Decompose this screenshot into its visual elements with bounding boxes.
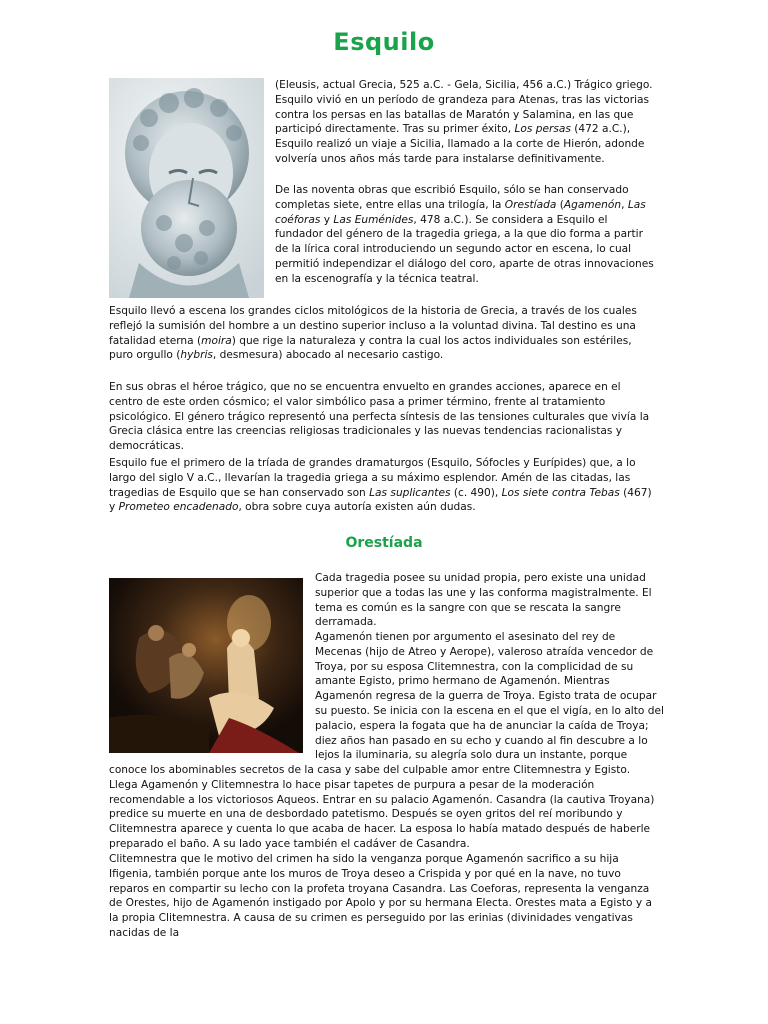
intro-paragraph: (Eleusis, actual Grecia, 525 a.C. - Gela, Sicilia, 456 a.C.) Trágico griego. Esquilo vivió en un período de grandeza para Atenas, tras las victorias contra los persas en las batallas de Maratón y Salamina, en las que participó directamente. Tras su primer éxito, Los persas (472 a.C.), Esquilo realizó un viaje a Sicilia, llamado a la corte de Hierón, adonde volvería unos años más tarde para instalarse definitivamente. bbox=[275, 79, 653, 165]
text-line: Agamenón tienen por argumento el asesinato del rey de bbox=[315, 631, 616, 643]
text-line: palacio, espera la fogata que ha de anunciar la caída de Troya; bbox=[315, 719, 649, 732]
orestiada-intro-paragraph: Cada tragedia posee su unidad propia, pero existe una unidad superior que a todas las une y las conforma magistralmente. El tema es común es la sangre con que se rescata la sangre derramada. bbox=[315, 572, 652, 629]
myth-cycles-paragraph: Esquilo llevó a escena los grandes ciclos mitológicos de la historia de Grecia, a través de los cuales reflejó la sumisión del hombre a un destino superior incluso a la voluntad divina. Tal destino es una fatalidad eterna (moira) que rige la naturaleza y contra la cual los actos individuales son estériles, puro orgullo (hybris, desmesura) abocado al necesario castigo. bbox=[109, 305, 637, 362]
text-line: lejos la iluminaria, su alegría solo dura un instante, porque bbox=[315, 749, 628, 762]
clytemnestra-paragraph: Clitemnestra que le motivo del crimen ha sido la venganza porque Agamenón sacrifico a su hija Ifigenia, también porque ante los muros de Troya deseo a Crispida y por qué en la nave, no tuvo reparos en compartir su lecho con la profeta troyana Casandra. Las Coeforas, representa la venganza de Orestes, hijo de Agamenón instigado por Apolo y por su hermana Electa. Orestes mata a Egisto y a la propia Clitemnestra. A causa de su crimen es perseguido por las erinias (divinidades vengativas nacidas de la bbox=[109, 853, 652, 939]
agamemnon-paragraph-continued: conoce los abominables secretos de la casa y sabe del culpable amor entre Clitemnestra y Egisto. Llega Agamenón y Clitemnestra lo hace pisar tapetes de purpura a pesar de la moderación recomendable a los victoriosos Aqueos. Entrar en su palacio Agamenón. Casandra (la cautiva Troyana) predice su muerte en una de desbordado patetismo. Después se oyen gritos del reí moribundo y Clitemnestra aparece y cuenta lo que acaba de hacer. La esposa lo había matado después de haberle preparado el baño. A su lado yace también el cadáver de Casandra. bbox=[109, 764, 655, 850]
aeschylus-bust-image bbox=[109, 78, 264, 298]
text-line: Agamenón regresa de la guerra de Troya. Egisto trata de ocupar bbox=[315, 690, 657, 703]
orestes-painting-image bbox=[109, 578, 303, 753]
text-line: Mecenas (hijo de Atreo y Aerope), valeroso atraída vencedor de bbox=[315, 645, 654, 658]
works-paragraph: De las noventa obras que escribió Esquilo, sólo se han conservado completas siete, entre ellas una trilogía, la Orestíada (Agamenón, Las coéforas y Las Euménides, 478 a.C.). Se considera a Esquilo el fundador del género de la tragedia griega, a la que dio forma a partir de la lírica coral introduciendo un segundo actor en escena, lo cual permitió independizar el diálogo del coro, aparte de otras innovaciones en la escenografía y la técnica teatral. bbox=[275, 184, 654, 285]
text-line: su puesto. Se inicia con la escena en el que el vigía, en lo alto del bbox=[315, 704, 664, 717]
page-title: Esquilo bbox=[333, 28, 435, 56]
tragic-hero-paragraph: En sus obras el héroe trágico, que no se encuentra envuelto en grandes acciones, aparece en el centro de este orden cósmico; el valor simbólico pasa a primer término, frente al tratamiento psicológico. El género trágico representó una perfecta síntesis de las tensiones culturales que vivía la Grecia clásica entre las creencias religiosas tradicionales y las nuevas tendencias racionalistas y democráticas. bbox=[109, 381, 650, 453]
text-line: diez años han pasado en su echo y cuando al fin descubre a lo bbox=[315, 734, 648, 747]
section-heading-orestiada: Orestíada bbox=[345, 535, 423, 551]
agamemnon-lines bbox=[315, 630, 665, 763]
text-line: amante Egisto, primo hermano de Agamenón. Mientras bbox=[315, 675, 610, 688]
text-line: Troya, por su esposa Clitemnestra, con la complicidad de su bbox=[315, 660, 634, 673]
dramatists-paragraph: Esquilo fue el primero de la tríada de grandes dramaturgos (Esquilo, Sófocles y Eurípides) que, a lo largo del siglo V a.C., llevarían la tragedia griega a su máximo esplendor. Amén de las citadas, las tragedias de Esquilo que se han conservado son Las suplicantes (c. 490), Los siete contra Tebas (467) y Prometeo encadenado, obra sobre cuya autoría existen aún dudas. bbox=[109, 457, 652, 514]
